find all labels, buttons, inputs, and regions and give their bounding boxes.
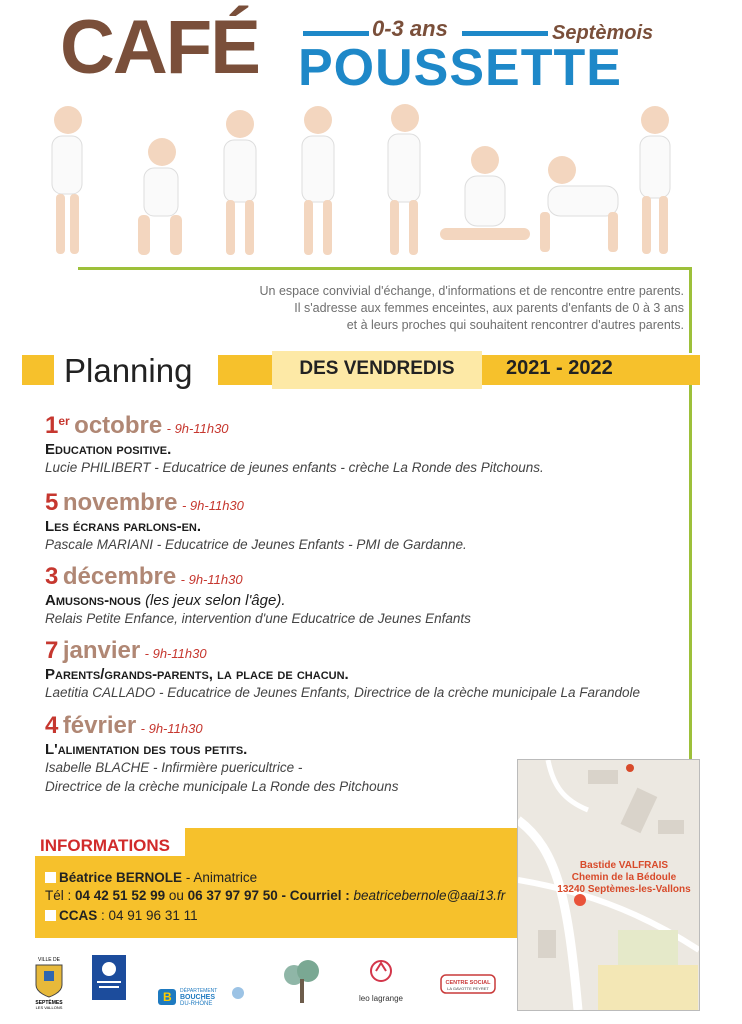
session-speaker-2: Directrice de la crèche municipale La Ronde des Pitchouns — [45, 779, 399, 794]
session-speaker: Laetitia CALLADO - Educatrice de Jeunes Enfants, Directrice de la crèche municipale La Farandole — [45, 685, 641, 700]
centre-social-icon — [440, 955, 496, 995]
planning-title: Planning — [64, 352, 193, 389]
svg-text:LA GAVOTTE PEYRET: LA GAVOTTE PEYRET — [447, 986, 489, 991]
bullet-square — [45, 910, 56, 921]
session-title: L'alimentation des tous petits. — [45, 741, 248, 758]
session-date: 5 novembre - 9h-11h30 — [45, 489, 244, 516]
age-line-right — [462, 31, 548, 36]
info-title: INFORMATIONS — [40, 836, 171, 855]
school-years: 2021 - 2022 — [506, 357, 613, 379]
frame-line-top — [78, 267, 692, 270]
caf-icon — [92, 955, 126, 1000]
septemes-crest-icon — [30, 955, 68, 1010]
logo-centre-social — [440, 955, 496, 1010]
phone-line: Tél : 04 42 51 52 99 ou 06 37 97 97 50 - Courriel : beatricebernole@aai13.fr — [45, 888, 506, 903]
session-speaker: Isabelle BLACHE - Infirmière puericultrice - — [45, 760, 303, 775]
session-title: Education positive. — [45, 441, 172, 458]
session-date: 3 décembre - 9h-11h30 — [45, 563, 243, 590]
age-line-left — [303, 31, 369, 36]
session-december — [45, 563, 705, 628]
intro-line: Un espace convivial d'échange, d'informations et de rencontre entre parents. — [259, 284, 684, 298]
session-speaker: Pascale MARIANI - Educatrice de Jeunes Enfants - PMI de Gardanne. — [45, 537, 467, 552]
session-date: 4 février - 9h-11h30 — [45, 712, 203, 739]
logo-caf — [92, 955, 126, 1010]
session-title: Parents/grands-parents, la place de chacun. — [45, 666, 349, 683]
logo-departement — [158, 955, 248, 1010]
svg-text:CENTRE SOCIAL: CENTRE SOCIAL — [445, 980, 491, 986]
intro-line: et à leurs proches qui souhaitent rencontrer d'autres parents. — [346, 318, 684, 332]
session-speaker: Relais Petite Enfance, intervention d'une Educatrice de Jeunes Enfants — [45, 611, 471, 626]
svg-text:LES VALLONS: LES VALLONS — [35, 1005, 63, 1010]
svg-text:DU-RHÔNE: DU-RHÔNE — [180, 1001, 213, 1005]
ccas-line: CCAS : 04 91 96 31 11 — [45, 908, 198, 923]
session-date: 7 janvier - 9h-11h30 — [45, 637, 207, 664]
session-january — [45, 637, 705, 702]
session-speaker: Lucie PHILIBERT - Educatrice de jeunes enfants - crèche La Ronde des Pitchouns. — [45, 460, 544, 475]
departement-icon — [158, 955, 248, 1005]
location-map[interactable] — [517, 759, 700, 1011]
planning-square — [22, 355, 54, 385]
logo-leo-lagrange — [356, 955, 406, 1010]
babies-illustration — [40, 100, 680, 270]
session-october — [45, 412, 705, 477]
cafe-title: CAFÉ — [60, 5, 259, 90]
phone-2[interactable]: 06 37 97 97 50 — [187, 888, 278, 903]
session-november — [45, 489, 705, 554]
leo-lagrange-icon — [356, 955, 406, 1005]
tree-icon — [280, 955, 324, 1005]
bullet-square — [45, 872, 56, 883]
phone-1[interactable]: 04 42 51 52 99 — [75, 888, 166, 903]
svg-text:DÉPARTEMENT: DÉPARTEMENT — [180, 988, 218, 994]
intro-text — [124, 283, 684, 334]
logo-tree — [280, 955, 324, 1010]
contact-line: Béatrice BERNOLE - Animatrice — [45, 870, 257, 885]
intro-line: Il s'adresse aux femmes enceintes, aux parents d'enfants de 0 à 3 ans — [294, 301, 684, 315]
logo-septemes — [30, 955, 68, 1010]
svg-text:BOUCHES: BOUCHES — [180, 994, 216, 1001]
session-title: Les écrans parlons-en. — [45, 518, 202, 535]
svg-text:VILLE DE: VILLE DE — [38, 957, 60, 963]
svg-text:SEPTÈMES: SEPTÈMES — [35, 1000, 63, 1006]
poussette-title: POUSSETTE — [298, 39, 622, 97]
email-link[interactable]: beatricebernole@aai13.fr — [353, 888, 506, 903]
frame-line-right-upper — [689, 267, 692, 353]
session-title: Amusons-nous (les jeux selon l'âge). — [45, 592, 286, 609]
map-address: Bastide VALFRAIS Chemin de la Bédoule 13240 Septèmes-les-Vallons — [557, 860, 691, 895]
place-name: Septèmois — [552, 22, 654, 44]
svg-text:B: B — [163, 990, 172, 1004]
session-date: 1er octobre - 9h-11h30 — [45, 412, 229, 439]
age-range: 0-3 ans — [372, 16, 448, 41]
svg-text:leo lagrange: leo lagrange — [358, 994, 404, 1003]
days-label: DES VENDREDIS — [299, 358, 455, 379]
